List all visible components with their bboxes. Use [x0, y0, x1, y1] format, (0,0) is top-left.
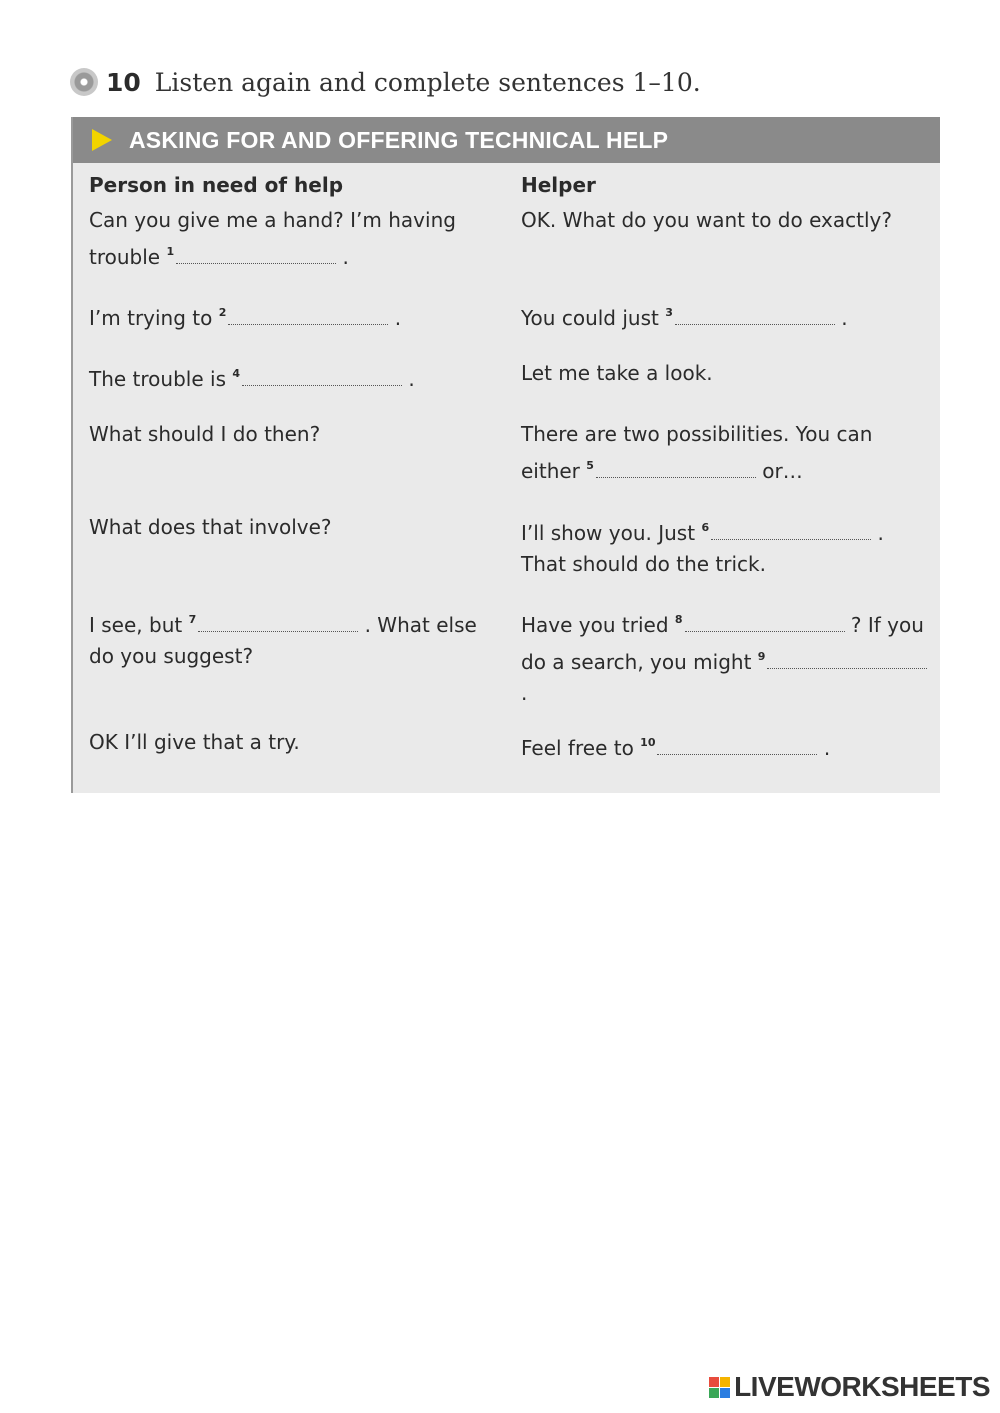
phrases-panel — [71, 117, 940, 793]
gap-number: 3 — [665, 306, 673, 319]
gap-number: 7 — [188, 613, 197, 626]
right-column-header: Helper — [521, 173, 596, 197]
gap-number: 5 — [586, 459, 594, 472]
answer-blank-2[interactable] — [228, 306, 388, 325]
instruction-text: Listen again and complete sentences 1–10. — [154, 67, 701, 97]
answer-blank-3[interactable] — [675, 306, 835, 325]
left-phrase-3: The trouble is $^4$ . — [89, 367, 415, 391]
panel-header — [73, 117, 940, 163]
logo-text: LIVEWORKSHEETS — [734, 1371, 990, 1402]
gap-number: 6 — [701, 521, 710, 534]
right-phrase-3: Let me take a look. — [521, 361, 713, 385]
exercise-instruction — [70, 62, 701, 102]
audio-cd-icon[interactable] — [70, 68, 98, 96]
left-phrase-2: I’m trying to $^2$ . — [89, 306, 402, 330]
left-phrase-4: What should I do then? — [89, 422, 321, 446]
left-column-header: Person in need of help — [89, 173, 344, 197]
panel-title: ASKING FOR AND OFFERING TECHNICAL HELP — [129, 126, 669, 153]
exercise-number: 10 — [106, 67, 141, 97]
left-phrase-6: I see, but $^7$ . What else do you suggest? — [89, 613, 477, 668]
right-phrase-7: Feel free to $^{10}$ . — [521, 736, 831, 760]
gap-number: 10 — [640, 736, 656, 749]
gap-number: 1 — [166, 245, 175, 258]
right-phrase-1: OK. What do you want to do exactly? — [521, 208, 892, 232]
left-phrase-5: What does that involve? — [89, 515, 332, 539]
answer-blank-8[interactable] — [685, 613, 845, 632]
answer-blank-9[interactable] — [767, 650, 927, 669]
left-phrase-1: Can you give me a hand? I’m having trouble $^1$ . — [89, 208, 456, 269]
answer-blank-4[interactable] — [242, 367, 402, 386]
gap-number: 9 — [757, 650, 766, 663]
answer-blank-1[interactable] — [176, 245, 336, 264]
gap-number: 8 — [674, 613, 683, 626]
right-phrase-6: Have you tried $^8$ ? If you do a search, you might $^9$ . — [521, 604, 931, 709]
gap-number: 2 — [218, 306, 227, 319]
right-phrase-2: You could just $^3$ . — [521, 306, 848, 330]
answer-blank-10[interactable] — [657, 736, 817, 755]
right-phrase-5: I’ll show you. Just $^6$ . That should do the trick. — [521, 521, 884, 576]
answer-blank-6[interactable] — [711, 521, 871, 540]
logo-squares-icon — [709, 1377, 730, 1398]
answer-blank-7[interactable] — [198, 613, 358, 632]
liveworksheets-logo — [709, 1371, 990, 1403]
left-phrase-7: OK I’ll give that a try. — [89, 730, 300, 754]
play-arrow-icon — [92, 129, 112, 151]
gap-number: 4 — [232, 367, 240, 380]
answer-blank-5[interactable] — [596, 459, 756, 478]
right-phrase-4: There are two possibilities. You can either $^5$ or… — [521, 422, 873, 483]
